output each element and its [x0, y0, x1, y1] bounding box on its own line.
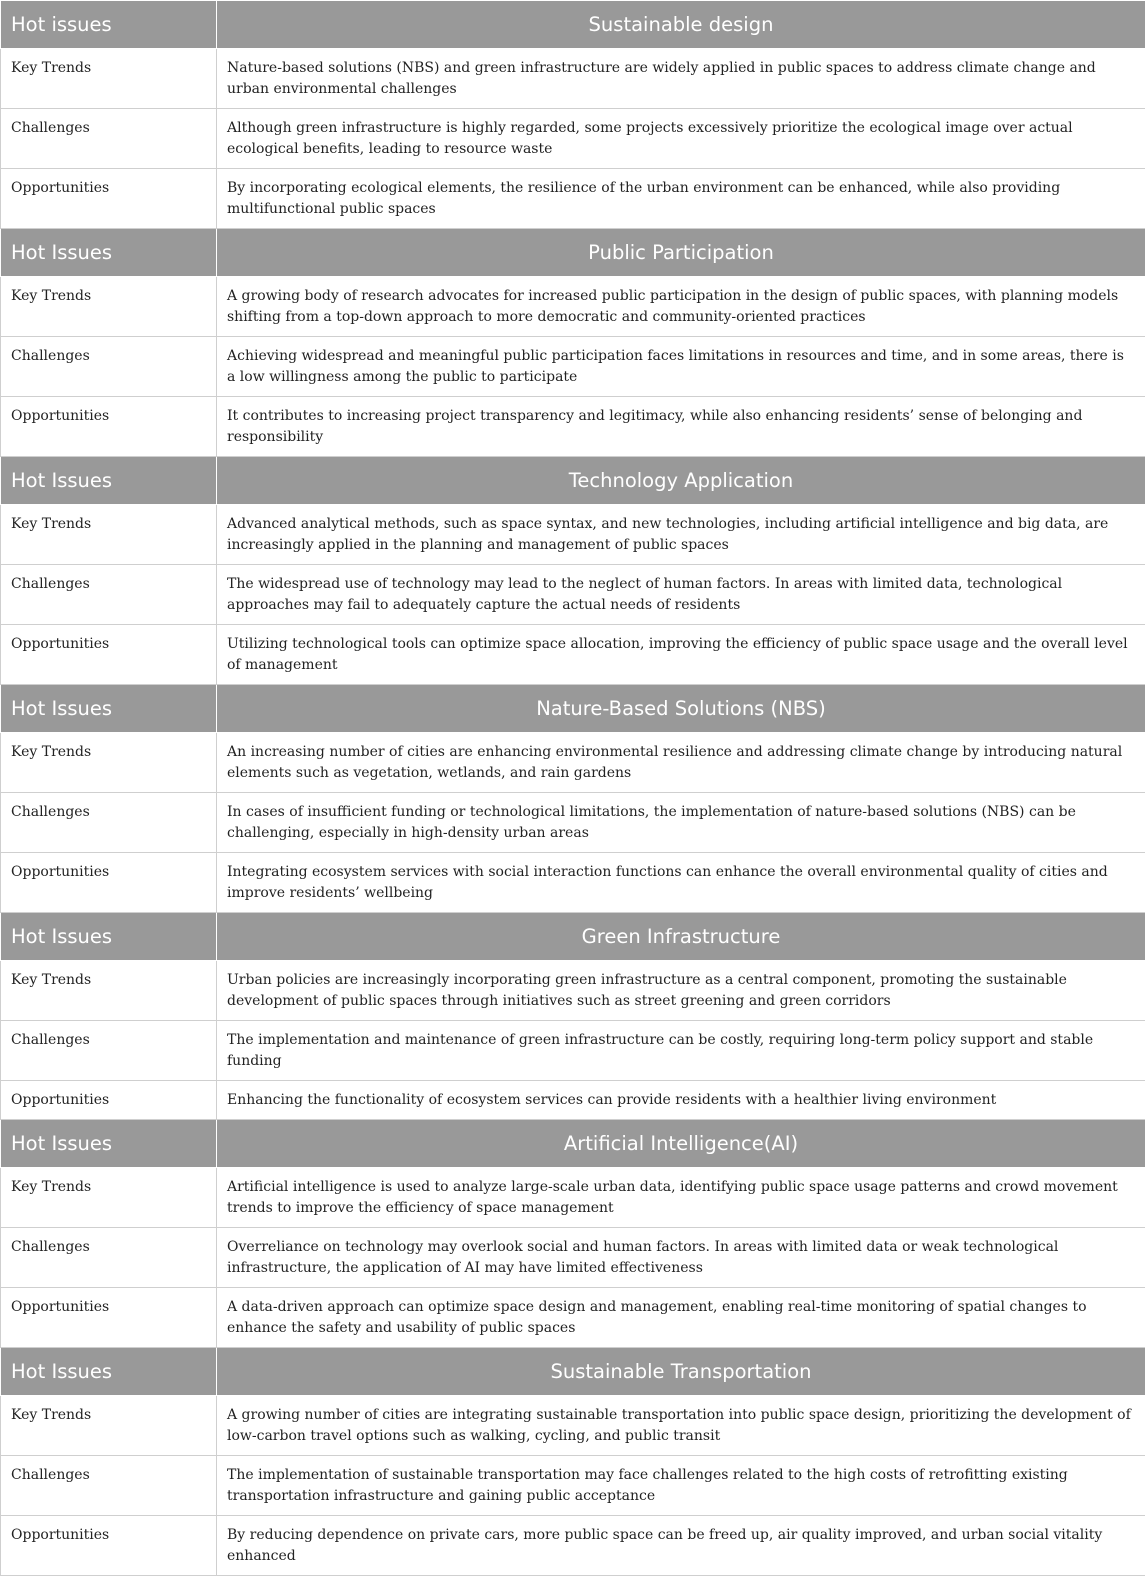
hot-issues-label: Hot issues [1, 1, 217, 49]
hot-issues-label: Hot Issues [1, 1348, 217, 1396]
table-row [1, 1516, 1145, 1576]
table-row [1, 1228, 1145, 1288]
row-label: Challenges [1, 337, 217, 397]
table-row [1, 1288, 1145, 1348]
row-text: A growing body of research advocates for increased public participation in the design of public spaces, with planning models shifting from a top-down approach to more democratic and community-oriented practices [217, 277, 1145, 337]
section-title: Green Infrastructure [217, 913, 1145, 961]
row-text: The widespread use of technology may lead to the neglect of human factors. In areas with limited data, technological approaches may fail to adequately capture the actual needs of residents [217, 565, 1145, 625]
row-text: Achieving widespread and meaningful public participation faces limitations in resources and time, and in some areas, there is a low willingness among the public to participate [217, 337, 1145, 397]
row-label: Key Trends [1, 1396, 217, 1456]
hot-issues-label: Hot Issues [1, 229, 217, 277]
row-label: Opportunities [1, 853, 217, 913]
table-row [1, 565, 1145, 625]
row-text: Although green infrastructure is highly regarded, some projects excessively prioritize the ecological image over actual ecological benefits, leading to resource waste [217, 109, 1145, 169]
row-label: Challenges [1, 1228, 217, 1288]
row-text: By incorporating ecological elements, the resilience of the urban environment can be enhanced, while also providing multifunctional public spaces [217, 169, 1145, 229]
row-text: The implementation and maintenance of green infrastructure can be costly, requiring long-term policy support and stable funding [217, 1021, 1145, 1081]
row-label: Opportunities [1, 1081, 217, 1120]
hot-issues-label: Hot Issues [1, 1120, 217, 1168]
table-row [1, 853, 1145, 913]
row-text: Enhancing the functionality of ecosystem services can provide residents with a healthier living environment [217, 1081, 1145, 1120]
table-row [1, 397, 1145, 457]
row-text: By reducing dependence on private cars, more public space can be freed up, air quality improved, and urban social vitality enhanced [217, 1516, 1145, 1576]
table-row [1, 1081, 1145, 1120]
row-label: Key Trends [1, 49, 217, 109]
table-row [1, 1456, 1145, 1516]
section-header-row [1, 913, 1145, 961]
row-text: It contributes to increasing project transparency and legitimacy, while also enhancing residents’ sense of belonging and responsibility [217, 397, 1145, 457]
table-row [1, 109, 1145, 169]
row-label: Challenges [1, 1456, 217, 1516]
row-text: Overreliance on technology may overlook social and human factors. In areas with limited data or weak technological infrastructure, the application of AI may have limited effectiveness [217, 1228, 1145, 1288]
row-text: Integrating ecosystem services with social interaction functions can enhance the overall environmental quality of cities and improve residents’ wellbeing [217, 853, 1145, 913]
table-row [1, 1396, 1145, 1456]
row-text: Artificial intelligence is used to analyze large-scale urban data, identifying public space usage patterns and crowd movement trends to improve the efficiency of space management [217, 1168, 1145, 1228]
section-title: Technology Application [217, 457, 1145, 505]
hot-issues-label: Hot Issues [1, 457, 217, 505]
row-label: Key Trends [1, 961, 217, 1021]
row-text: Urban policies are increasingly incorporating green infrastructure as a central component, promoting the sustainable development of public spaces through initiatives such as street greening and green corridors [217, 961, 1145, 1021]
section-title: Sustainable Transportation [217, 1348, 1145, 1396]
row-text: In cases of insufficient funding or technological limitations, the implementation of nature-based solutions (NBS) can be challenging, especially in high-density urban areas [217, 793, 1145, 853]
row-text: Utilizing technological tools can optimize space allocation, improving the efficiency of public space usage and the overall level of management [217, 625, 1145, 685]
section-title: Sustainable design [217, 1, 1145, 49]
table-row [1, 49, 1145, 109]
section-header-row [1, 457, 1145, 505]
section-header-row [1, 229, 1145, 277]
table-row [1, 505, 1145, 565]
table-row [1, 1021, 1145, 1081]
section-header-row [1, 1, 1145, 49]
row-text: A data-driven approach can optimize space design and management, enabling real-time monitoring of spatial changes to enhance the safety and usability of public spaces [217, 1288, 1145, 1348]
row-label: Key Trends [1, 1168, 217, 1228]
table-row [1, 733, 1145, 793]
section-header-row [1, 685, 1145, 733]
row-label: Opportunities [1, 1288, 217, 1348]
row-label: Opportunities [1, 169, 217, 229]
table-row [1, 1168, 1145, 1228]
row-label: Challenges [1, 109, 217, 169]
section-title: Nature-Based Solutions (NBS) [217, 685, 1145, 733]
section-title: Public Participation [217, 229, 1145, 277]
table-row [1, 277, 1145, 337]
row-label: Key Trends [1, 505, 217, 565]
row-label: Challenges [1, 793, 217, 853]
row-label: Key Trends [1, 733, 217, 793]
section-title: Artificial Intelligence(AI) [217, 1120, 1145, 1168]
section-header-row [1, 1120, 1145, 1168]
row-text: The implementation of sustainable transportation may face challenges related to the high costs of retrofitting existing transportation infrastructure and gaining public acceptance [217, 1456, 1145, 1516]
row-label: Key Trends [1, 277, 217, 337]
row-text: A growing number of cities are integrating sustainable transportation into public space design, prioritizing the development of low-carbon travel options such as walking, cycling, and public transit [217, 1396, 1145, 1456]
table-row [1, 793, 1145, 853]
row-label: Challenges [1, 565, 217, 625]
hot-issues-label: Hot Issues [1, 913, 217, 961]
row-text: Advanced analytical methods, such as space syntax, and new technologies, including artificial intelligence and big data, are increasingly applied in the planning and management of public spaces [217, 505, 1145, 565]
hot-issues-label: Hot Issues [1, 685, 217, 733]
row-label: Challenges [1, 1021, 217, 1081]
table-row [1, 169, 1145, 229]
section-header-row [1, 1348, 1145, 1396]
table-row [1, 337, 1145, 397]
table-row [1, 625, 1145, 685]
row-label: Opportunities [1, 625, 217, 685]
table-row [1, 961, 1145, 1021]
row-text: Nature-based solutions (NBS) and green infrastructure are widely applied in public spaces to address climate change and urban environmental challenges [217, 49, 1145, 109]
row-label: Opportunities [1, 397, 217, 457]
row-label: Opportunities [1, 1516, 217, 1576]
row-text: An increasing number of cities are enhancing environmental resilience and addressing climate change by introducing natural elements such as vegetation, wetlands, and rain gardens [217, 733, 1145, 793]
